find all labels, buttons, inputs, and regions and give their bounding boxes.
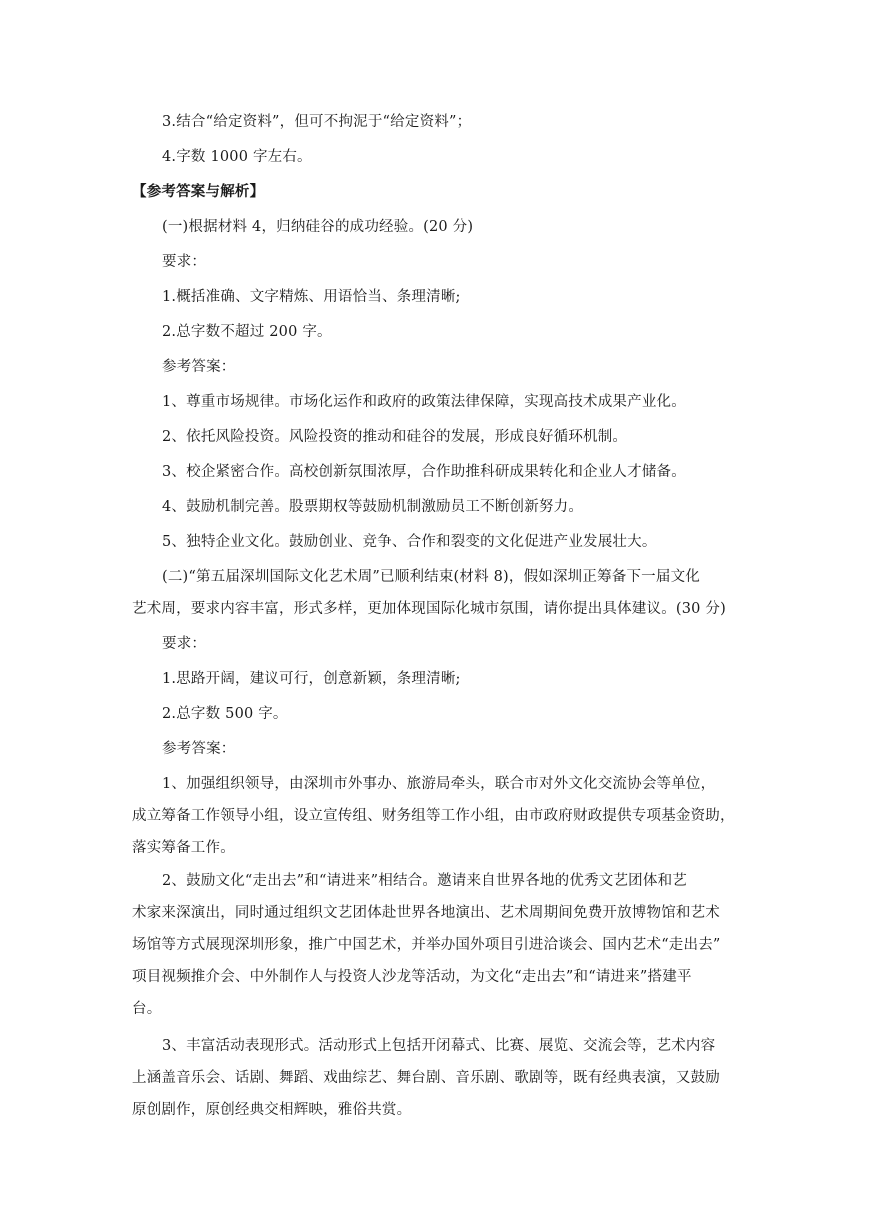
intro-item-3: 3.结合“给定资料”，但可不拘泥于“给定资料”； [162,114,472,130]
q1-answer-item: 1、尊重市场规律。市场化运作和政府的政策法律保障，实现高技术成果产业化。 [162,394,686,410]
q1-answer-item: 4、鼓励机制完善。股票期权等鼓励机制激励员工不断创新努力。 [162,499,584,515]
q1-title: (一)根据材料 4，归纳硅谷的成功经验。(20 分) [162,219,474,235]
q1-requirements-label: 要求： [162,254,207,270]
q1-answer-item: 2、依托风险投资。风险投资的推动和硅谷的发展，形成良好循环机制。 [162,429,628,445]
q1-requirement: 2.总字数不超过 200 字。 [162,324,332,340]
q2-answer-line: 项目视频推介会、中外制作人与投资人沙龙等活动，为文化“走出去”和“请进来”搭建平 [132,969,692,985]
q2-answer-line: 落实筹备工作。 [132,840,235,856]
q2-answer-line: 2、鼓励文化“走出去”和“请进来”相结合。邀请来自世界各地的优秀文艺团体和艺 [162,873,687,889]
q2-answer-line: 成立筹备工作领导小组，设立宣传组、财务组等工作小组，由市政府财政提供专项基金资助， [132,808,735,824]
q2-answer-line: 1、加强组织领导，由深圳市外事办、旅游局牵头，联合市对外文化交流协会等单位， [162,776,716,792]
q2-answer-line: 台。 [132,1001,162,1017]
q2-answer-line: 3、丰富活动表现形式。活动形式上包括开闭幕式、比赛、展览、交流会等，艺术内容 [162,1038,716,1054]
answer-heading: 【参考答案与解析】 [132,183,265,200]
q2-title-line: (二)“第五届深圳国际文化艺术周”已顺利结束(材料 8)，假如深圳正筹备下一届文化 [162,569,700,585]
q2-requirement: 2.总字数 500 字。 [162,706,288,722]
q1-requirement: 1.概括准确、文字精炼、用语恰当、条理清晰; [162,289,461,305]
q2-title-line: 艺术周，要求内容丰富，形式多样，更加体现国际化城市氛围，请你提出具体建议。(30 分) [132,601,726,617]
q1-answer-item: 3、校企紧密合作。高校创新氛围浓厚，合作助推科研成果转化和企业人才储备。 [162,464,686,480]
q2-answer-line: 场馆等方式展现深圳形象，推广中国艺术，并举办国外项目引进洽谈会、国内艺术“走出去” [132,937,721,953]
q1-answer-label: 参考答案： [162,359,236,375]
intro-item-4: 4.字数 1000 字左右。 [162,149,312,165]
q2-answer-line: 原创剧作，原创经典交相辉映，雅俗共赏。 [132,1102,412,1118]
q2-requirements-label: 要求： [162,636,207,652]
q2-answer-label: 参考答案： [162,741,236,757]
q2-requirement: 1.思路开阔，建议可行，创意新颖，条理清晰; [162,671,461,687]
q1-answer-item: 5、独特企业文化。鼓励创业、竞争、合作和裂变的文化促进产业发展壮大。 [162,534,657,550]
q2-answer-line: 上涵盖音乐会、话剧、舞蹈、戏曲综艺、舞台剧、音乐剧、歌剧等，既有经典表演，又鼓励 [132,1070,720,1086]
q2-answer-line: 术家来深演出，同时通过组织文艺团体赴世界各地演出、艺术周期间免费开放博物馆和艺术 [132,905,720,921]
